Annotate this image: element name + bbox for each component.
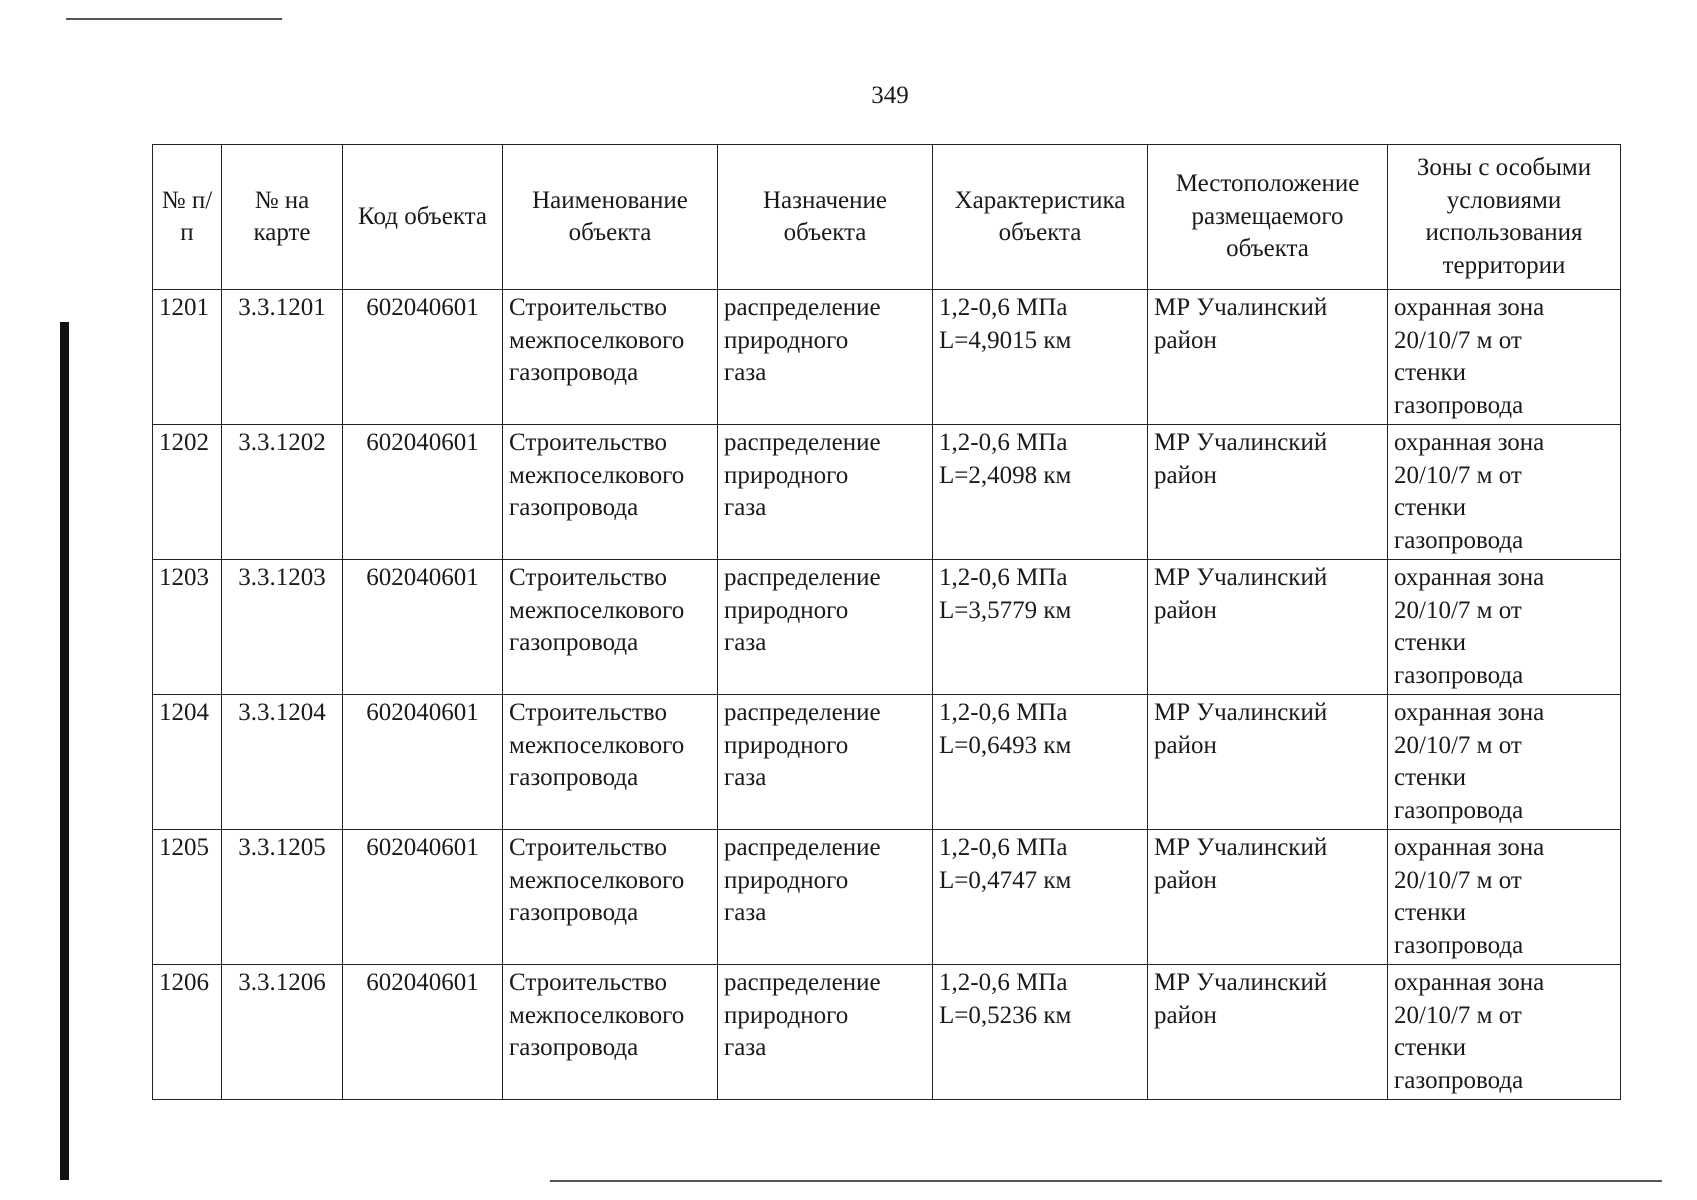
cell-special-zone-line: охранная зона <box>1394 294 1545 321</box>
cell-special-zone-line: стенки <box>1394 359 1467 386</box>
cell-object-location <box>1148 290 1388 425</box>
cell-object-location <box>1148 560 1388 695</box>
table-body <box>153 290 1621 1100</box>
cell-object-purpose <box>718 830 933 965</box>
cell-object-characteristic-line: L=0,6493 км <box>939 731 1072 759</box>
cell-object-name-line: межпоселкового <box>509 461 685 489</box>
cell-object-location <box>1148 425 1388 560</box>
header-cell-map: № на карте <box>222 145 343 290</box>
cell-object-code: 602040601 <box>343 695 503 830</box>
cell-special-zone-line: газопровода <box>1394 391 1524 419</box>
cell-special-zone-line: 20/10/7 м от <box>1394 731 1522 759</box>
table-row <box>153 695 1621 830</box>
page-number: 349 <box>871 82 909 109</box>
cell-special-zone-line: 20/10/7 м от <box>1394 461 1522 489</box>
cell-special-zone <box>1388 290 1621 425</box>
cell-special-zone-line: 20/10/7 м от <box>1394 866 1522 894</box>
cell-object-name-line: межпоселкового <box>509 1001 685 1029</box>
cell-object-purpose-line: природного <box>724 866 849 894</box>
table-row <box>153 560 1621 695</box>
cell-special-zone-line: газопровода <box>1394 526 1524 554</box>
cell-object-name <box>503 560 718 695</box>
cell-special-zone-line: стенки <box>1394 899 1467 926</box>
cell-object-characteristic <box>933 560 1148 695</box>
cell-object-location-line: МР Учалинский <box>1154 429 1328 456</box>
cell-object-name <box>503 290 718 425</box>
cell-object-name-line: газопровода <box>509 494 639 521</box>
cell-object-characteristic <box>933 695 1148 830</box>
header-cell-characteristic: Характеристика объекта <box>933 145 1148 290</box>
cell-num: 1206 <box>153 965 222 1100</box>
cell-object-location <box>1148 830 1388 965</box>
cell-object-purpose-line: распределение <box>724 294 881 321</box>
cell-object-location-line: МР Учалинский <box>1154 294 1328 321</box>
cell-object-characteristic-line: L=4,9015 км <box>939 326 1072 354</box>
cell-object-name-line: межпоселкового <box>509 326 685 354</box>
scan-artifact-bottom-line <box>550 1180 1662 1182</box>
cell-object-location-line: район <box>1154 866 1217 894</box>
cell-object-code: 602040601 <box>343 425 503 560</box>
cell-object-purpose <box>718 695 933 830</box>
cell-map-number: 3.3.1206 <box>222 965 343 1100</box>
cell-object-location-line: район <box>1154 731 1217 759</box>
cell-object-name-line: Строительство <box>509 699 668 726</box>
cell-map-number: 3.3.1201 <box>222 290 343 425</box>
cell-special-zone-line: 20/10/7 м от <box>1394 596 1522 624</box>
cell-object-purpose-line: природного <box>724 596 849 624</box>
table-row <box>153 830 1621 965</box>
cell-object-purpose <box>718 560 933 695</box>
table-row <box>153 965 1621 1100</box>
cell-object-name <box>503 425 718 560</box>
cell-special-zone <box>1388 965 1621 1100</box>
cell-object-characteristic-line: 1,2-0,6 МПа <box>939 699 1068 726</box>
cell-object-location-line: район <box>1154 1001 1217 1029</box>
cell-object-name-line: Строительство <box>509 969 668 996</box>
cell-object-purpose <box>718 290 933 425</box>
cell-object-name <box>503 965 718 1100</box>
cell-special-zone-line: газопровода <box>1394 796 1524 824</box>
cell-object-location <box>1148 965 1388 1100</box>
cell-object-purpose-line: распределение <box>724 699 881 726</box>
cell-object-name-line: газопровода <box>509 764 639 791</box>
cell-object-name-line: Строительство <box>509 564 668 591</box>
cell-special-zone <box>1388 425 1621 560</box>
cell-object-name-line: межпоселкового <box>509 596 685 624</box>
cell-special-zone-line: стенки <box>1394 1034 1467 1061</box>
cell-special-zone-line: охранная зона <box>1394 429 1545 456</box>
objects-table <box>152 144 1621 1100</box>
cell-map-number: 3.3.1202 <box>222 425 343 560</box>
cell-special-zone-line: охранная зона <box>1394 834 1545 861</box>
cell-object-characteristic-line: L=0,4747 км <box>939 866 1072 894</box>
cell-object-purpose-line: распределение <box>724 429 881 456</box>
cell-object-characteristic-line: 1,2-0,6 МПа <box>939 564 1068 591</box>
cell-object-location-line: МР Учалинский <box>1154 969 1328 996</box>
cell-map-number: 3.3.1204 <box>222 695 343 830</box>
cell-object-purpose-line: газа <box>724 1034 767 1061</box>
cell-special-zone-line: стенки <box>1394 494 1467 521</box>
header-cell-zones: Зоны с особыми условиями использования территории <box>1388 145 1621 290</box>
scan-artifact-left-bar <box>60 322 69 1180</box>
cell-num: 1205 <box>153 830 222 965</box>
cell-object-name-line: Строительство <box>509 294 668 321</box>
cell-special-zone-line: газопровода <box>1394 661 1524 689</box>
cell-object-characteristic <box>933 290 1148 425</box>
cell-object-name-line: газопровода <box>509 1034 639 1061</box>
cell-object-purpose-line: распределение <box>724 564 881 591</box>
cell-object-name-line: газопровода <box>509 899 639 926</box>
cell-object-location-line: МР Учалинский <box>1154 834 1328 861</box>
cell-object-name-line: Строительство <box>509 429 668 456</box>
cell-special-zone <box>1388 830 1621 965</box>
cell-object-purpose-line: газа <box>724 629 767 656</box>
cell-object-location-line: МР Учалинский <box>1154 699 1328 726</box>
cell-object-location-line: район <box>1154 326 1217 354</box>
cell-special-zone <box>1388 560 1621 695</box>
cell-num: 1204 <box>153 695 222 830</box>
cell-object-name-line: межпоселкового <box>509 866 685 894</box>
cell-object-name <box>503 695 718 830</box>
cell-num: 1201 <box>153 290 222 425</box>
cell-special-zone <box>1388 695 1621 830</box>
cell-object-name-line: газопровода <box>509 359 639 386</box>
cell-object-characteristic-line: L=2,4098 км <box>939 461 1072 489</box>
header-cell-purpose: Назначение объекта <box>718 145 933 290</box>
cell-map-number: 3.3.1203 <box>222 560 343 695</box>
cell-object-name-line: газопровода <box>509 629 639 656</box>
cell-special-zone-line: охранная зона <box>1394 969 1545 996</box>
cell-object-purpose-line: природного <box>724 326 849 354</box>
cell-object-purpose-line: газа <box>724 899 767 926</box>
cell-object-purpose <box>718 425 933 560</box>
cell-object-purpose-line: природного <box>724 461 849 489</box>
cell-num: 1203 <box>153 560 222 695</box>
header-cell-location: Местоположение размещаемого объекта <box>1148 145 1388 290</box>
cell-object-characteristic-line: 1,2-0,6 МПа <box>939 969 1068 996</box>
cell-special-zone-line: газопровода <box>1394 931 1524 959</box>
cell-object-code: 602040601 <box>343 830 503 965</box>
cell-object-purpose-line: распределение <box>724 834 881 861</box>
table-row <box>153 425 1621 560</box>
scan-artifact-top-line <box>66 18 282 20</box>
table-header <box>153 145 1621 290</box>
cell-special-zone-line: 20/10/7 м от <box>1394 326 1522 354</box>
cell-object-location <box>1148 695 1388 830</box>
header-cell-code: Код объекта <box>343 145 503 290</box>
cell-object-purpose-line: природного <box>724 1001 849 1029</box>
cell-object-code: 602040601 <box>343 290 503 425</box>
cell-object-location-line: район <box>1154 461 1217 489</box>
cell-special-zone-line: охранная зона <box>1394 699 1545 726</box>
cell-object-characteristic-line: L=3,5779 км <box>939 596 1072 624</box>
cell-object-code: 602040601 <box>343 965 503 1100</box>
cell-special-zone-line: стенки <box>1394 629 1467 656</box>
cell-map-number: 3.3.1205 <box>222 830 343 965</box>
cell-special-zone-line: охранная зона <box>1394 564 1545 591</box>
cell-object-code: 602040601 <box>343 560 503 695</box>
cell-object-purpose-line: газа <box>724 764 767 791</box>
cell-object-characteristic-line: 1,2-0,6 МПа <box>939 429 1068 456</box>
cell-num: 1202 <box>153 425 222 560</box>
cell-object-location-line: МР Учалинский <box>1154 564 1328 591</box>
cell-object-characteristic-line: 1,2-0,6 МПа <box>939 834 1068 861</box>
cell-object-name <box>503 830 718 965</box>
cell-special-zone-line: газопровода <box>1394 1066 1524 1094</box>
table-row <box>153 290 1621 425</box>
header-cell-num: № п/п <box>153 145 222 290</box>
cell-object-characteristic-line: 1,2-0,6 МПа <box>939 294 1068 321</box>
cell-object-purpose <box>718 965 933 1100</box>
cell-object-name-line: Строительство <box>509 834 668 861</box>
cell-object-purpose-line: распределение <box>724 969 881 996</box>
header-row <box>153 145 1621 290</box>
header-cell-name: Наименование объекта <box>503 145 718 290</box>
cell-object-location-line: район <box>1154 596 1217 624</box>
cell-object-purpose-line: газа <box>724 494 767 521</box>
cell-object-characteristic <box>933 425 1148 560</box>
cell-object-characteristic <box>933 965 1148 1100</box>
cell-special-zone-line: 20/10/7 м от <box>1394 1001 1522 1029</box>
cell-object-characteristic <box>933 830 1148 965</box>
cell-special-zone-line: стенки <box>1394 764 1467 791</box>
cell-object-name-line: межпоселкового <box>509 731 685 759</box>
cell-object-purpose-line: природного <box>724 731 849 759</box>
cell-object-characteristic-line: L=0,5236 км <box>939 1001 1072 1029</box>
cell-object-purpose-line: газа <box>724 359 767 386</box>
